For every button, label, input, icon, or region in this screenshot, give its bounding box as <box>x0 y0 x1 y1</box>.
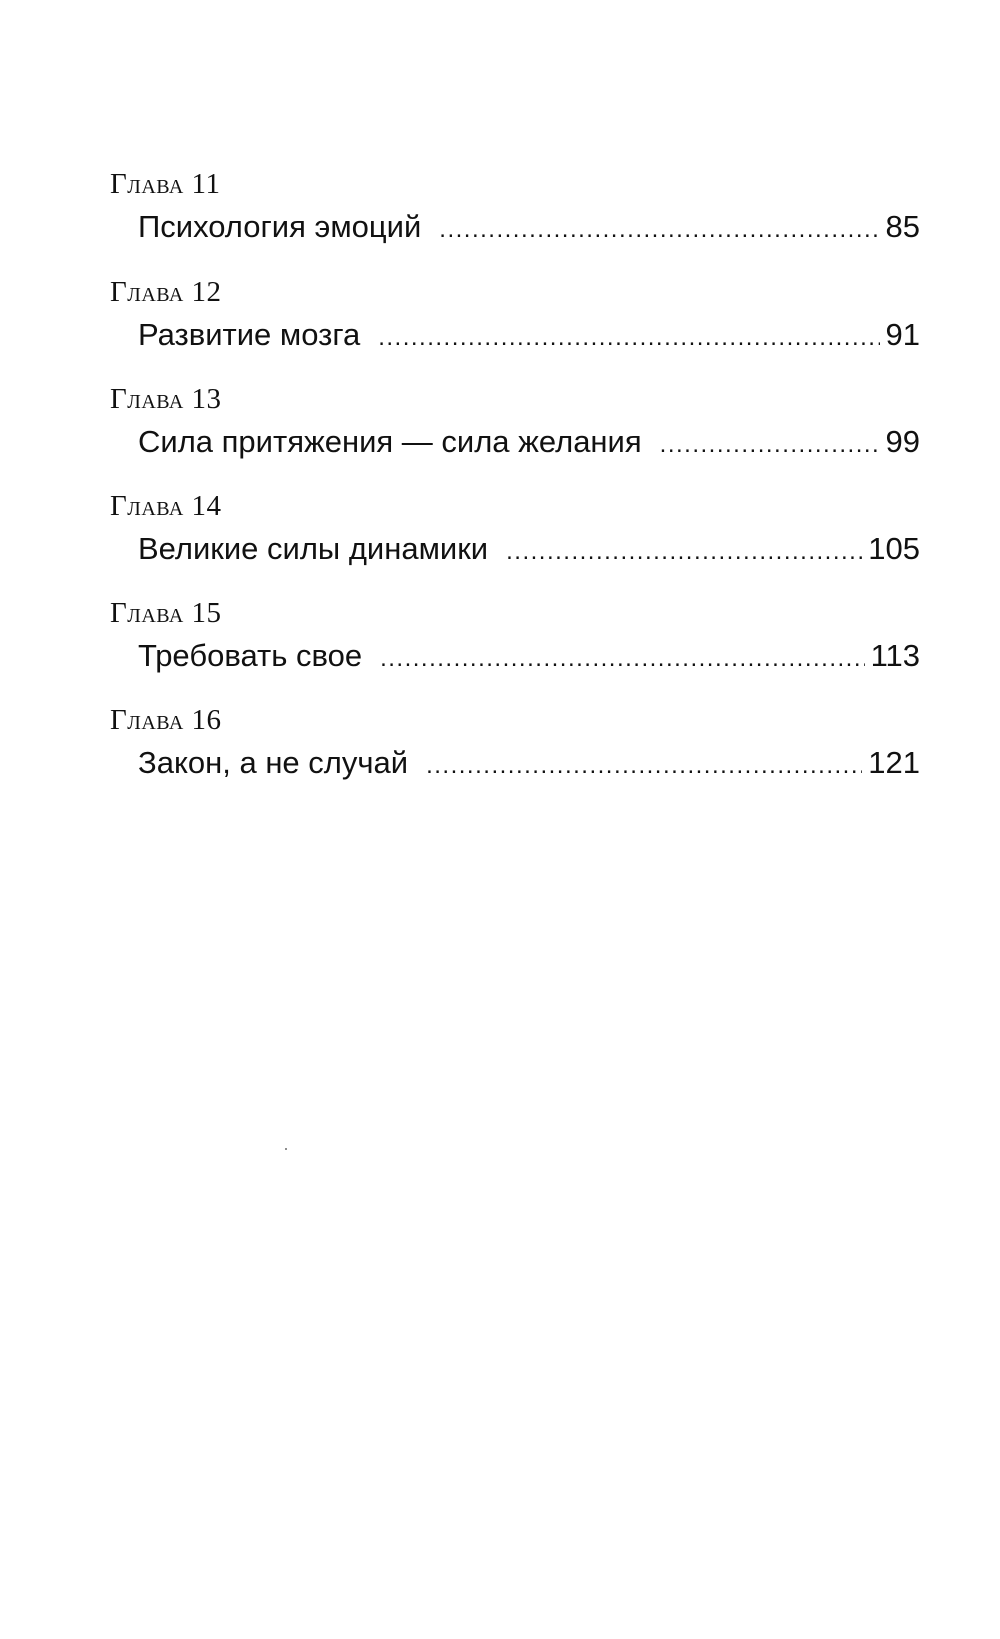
toc-entry[interactable] <box>138 420 920 464</box>
toc-entry[interactable] <box>138 205 920 249</box>
toc-entry[interactable] <box>138 741 920 785</box>
scan-speck <box>285 1148 287 1150</box>
dot-leader <box>660 423 880 467</box>
chapter-title: Психология эмоций <box>138 209 422 244</box>
chapter-label: Глава 15 <box>110 597 222 629</box>
chapter-label: Глава 16 <box>110 704 222 736</box>
dot-leader <box>426 744 862 788</box>
chapter-title: Великие силы динамики <box>138 531 489 566</box>
chapter-label: Глава 11 <box>110 168 221 200</box>
page-number: 121 <box>868 745 920 780</box>
toc-entry[interactable] <box>138 313 920 357</box>
page-number: 113 <box>870 638 920 673</box>
dot-leader <box>439 208 879 252</box>
dot-leader <box>378 316 879 360</box>
chapter-title: Закон, а не случай <box>138 745 409 780</box>
dot-leader <box>506 530 862 574</box>
page-number: 99 <box>885 424 920 459</box>
toc-entry[interactable] <box>138 527 920 571</box>
chapter-title: Требовать свое <box>138 638 363 673</box>
toc-entry[interactable] <box>138 634 920 678</box>
dot-leader <box>380 637 865 681</box>
chapter-label: Глава 13 <box>110 383 222 415</box>
page-number: 85 <box>885 209 920 244</box>
chapter-label: Глава 12 <box>110 276 222 308</box>
chapter-title: Сила притяжения — сила желания <box>138 424 642 459</box>
page-number: 91 <box>885 317 920 352</box>
chapter-title: Развитие мозга <box>138 317 361 352</box>
chapter-label: Глава 14 <box>110 490 222 522</box>
page-number: 105 <box>868 531 920 566</box>
